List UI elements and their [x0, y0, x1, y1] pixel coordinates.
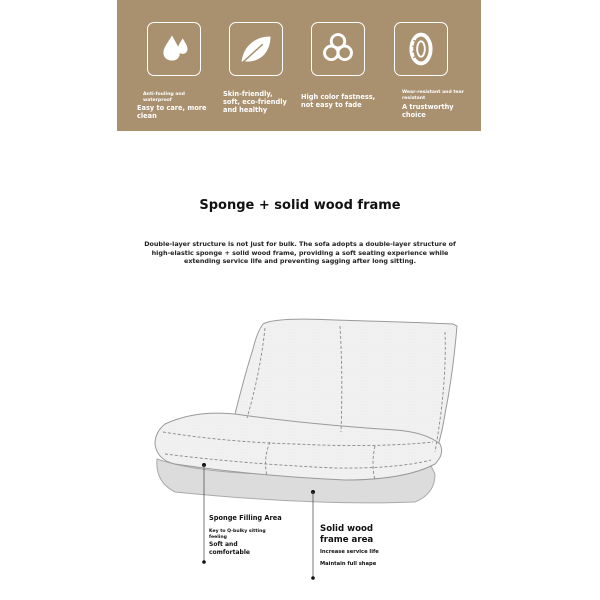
frame-area-title: Solid wood frame area: [320, 524, 374, 545]
feature-color-fastness-text: High color fastness, not easy to fade: [301, 93, 376, 109]
frame-area-point-1: Increase service life: [320, 549, 379, 555]
feature-waterproof-text: Easy to care, more clean: [137, 104, 207, 120]
frame-area-point-2: Maintain full shape: [320, 561, 377, 567]
feature-wear-resistant-subtext: Wear-resistant and tear resistant: [402, 90, 465, 101]
feature-skin-friendly-text: Skin-friendly, soft, eco-friendly and healthy: [223, 90, 287, 114]
leaf-icon: [229, 22, 283, 76]
section-title: Sponge + solid wood frame: [199, 198, 401, 213]
sofa-illustration: [135, 314, 465, 514]
feature-waterproof-subtext: Anti-fouling and waterproof: [143, 92, 185, 103]
feature-wear-resistant-text: A trustworthy choice: [402, 103, 454, 119]
section-description: Double-layer structure is not just for bulk. The sofa adopts a double-layer structure of high-elastic sponge + solid wood frame, providing a soft seating experience while extending service life and preventing sagging after long sitting.: [144, 240, 456, 266]
sponge-area-detail: Soft and comfortable: [209, 541, 250, 556]
sponge-area-note: Key to Q-bulky sitting feeling: [209, 529, 266, 540]
water-drops-icon: [147, 22, 201, 76]
three-circles-icon: [311, 22, 365, 76]
tire-icon: [394, 22, 448, 76]
sponge-area-title: Sponge Filling Area: [209, 514, 282, 522]
